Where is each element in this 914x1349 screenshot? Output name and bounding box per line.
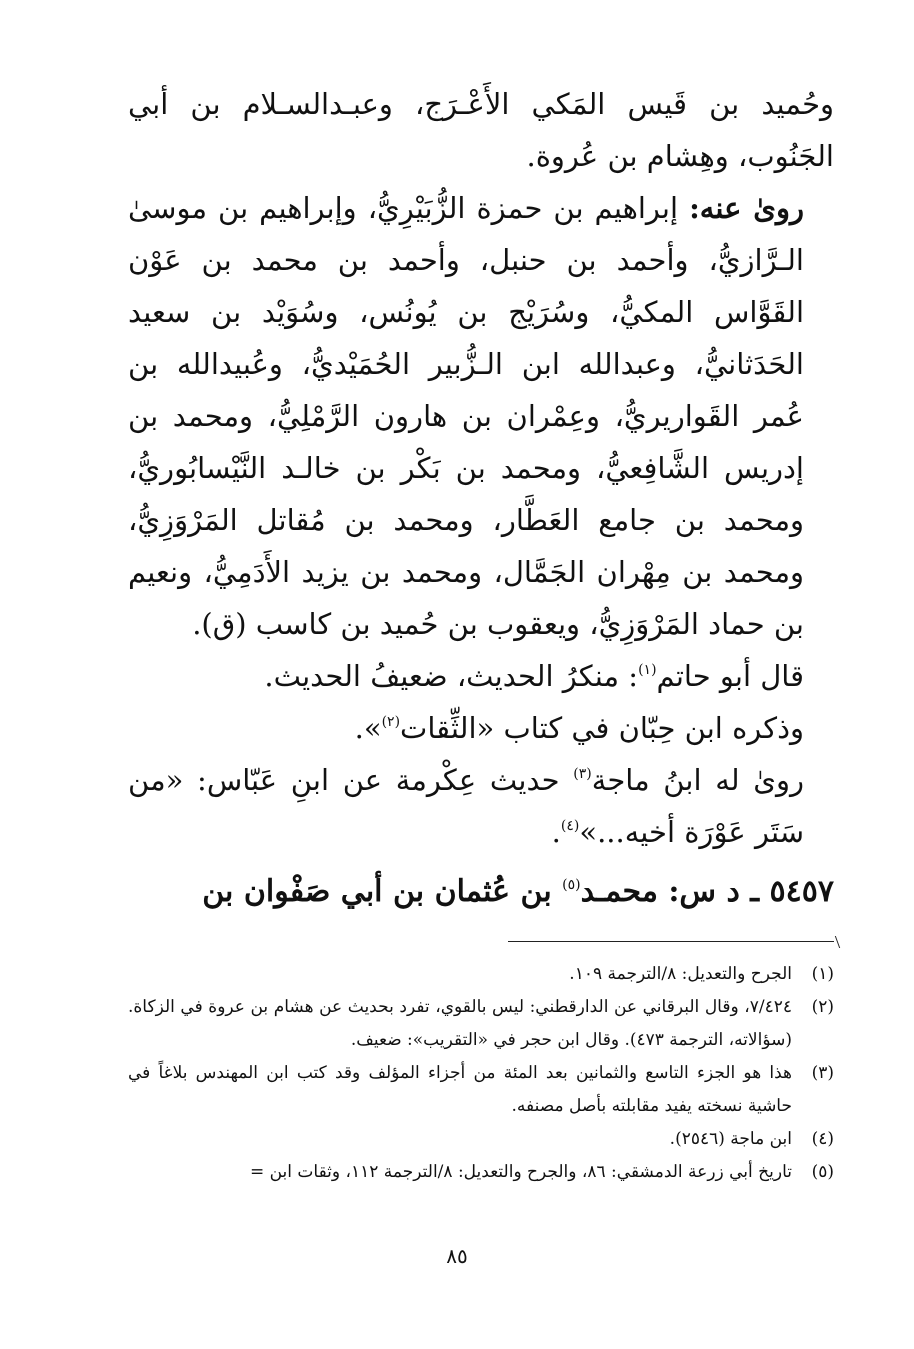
footnote-5 [128, 1156, 834, 1189]
footnote-number: (١) [811, 964, 834, 984]
main-text [128, 78, 834, 858]
footnote-2 [128, 991, 834, 1057]
next-entry-heading [128, 865, 834, 919]
footnote-text: الجرح والتعديل: ٨/الترجمة ١٠٩. [569, 964, 792, 984]
paragraph-teachers: وحُميد بن قَيس المَكي الأَعْـرَج، وعبـدالسـلام بن أبي الجَنُوب، وهِشام بن عُروة. [128, 87, 834, 173]
footnote-number: (٣) [811, 1063, 834, 1083]
entry-number: ٥٤٥٧ ـ د س: [668, 874, 834, 909]
entry-lineage: بن عُثمان بن أبي صَفْوان بن [202, 874, 563, 909]
abu-hatim-verdict: : منكرُ الحديث، ضعيفُ الحديث. [264, 659, 639, 693]
ibn-hibban-text: وذكره ابن حِبّان في كتاب «الثِّقات [400, 711, 804, 745]
footnote-text: هذا هو الجزء التاسع والثمانين بعد المئة من أجزاء المؤلف وقد كتب ابن المهندس بلاغاً في حاشية نسخته يفيد مقابلته بأصل مصنفه. [128, 1063, 792, 1116]
footnote-text: تاريخ أبي زرعة الدمشقي: ٨٦، والجرح والتعديل: ٨/الترجمة ١١٢، وثقات ابن = [249, 1162, 792, 1182]
footnote-ref-2: (٢) [381, 714, 401, 730]
footnote-separator [508, 941, 834, 942]
page-number: ٨٥ [446, 1244, 468, 1268]
entry-name: محمـد [580, 874, 669, 909]
footnote-number: (٢) [811, 997, 834, 1017]
footnote-4 [128, 1123, 834, 1156]
footnote-3 [128, 1057, 834, 1123]
separator-mark [827, 936, 840, 948]
footnote-1 [128, 958, 834, 991]
hadith-end: . [551, 815, 561, 849]
paragraph-ibn-hibban [128, 702, 834, 754]
students-list: إبراهيم بن حمزة الزُّبَيْرِيُّ، وإبراهيم بن موسىٰ الـرَّازيُّ، وأحمد بن حنبل، وأحمد بن محمد بن عَوْن القَوَّاس المكيُّ، وسُرَيْج بن يُونُس، وسُوَيْد بن سعيد الحَدَثانيُّ، وعبدالله ابن الـزُّبير الحُمَيْديُّ، وعُبيدالله بن عُمر القَواريريُّ، وعِمْران بن هارون الرَّمْلِيُّ، ومحمد بن إدريس الشَّافِعيُّ، ومحمد بن بَكْر بن خالـد النَّيْسابُوريُّ، ومحمد بن جامع العَطَّار، ومحمد بن مُقاتل المَرْوَزِيُّ، ومحمد بن مِهْران الجَمَّال، ومحمد بن يزيد الأَدَمِيُّ، ونعيم بن حماد المَرْوَزِيُّ، ويعقوب بن حُميد بن كاسب (ق). [128, 191, 804, 641]
footnote-ref-4: (٤) [560, 818, 580, 834]
narrated-from-label: روىٰ عنه: [689, 191, 804, 225]
abu-hatim-text: قال أبو حاتم [656, 659, 804, 693]
ibn-majah-text: روىٰ له ابنُ ماجة [591, 763, 805, 797]
footnote-ref-3: (٣) [573, 766, 592, 782]
footnotes [128, 958, 834, 1189]
paragraph-abu-hatim [128, 650, 834, 702]
footnote-number: (٥) [811, 1162, 834, 1182]
paragraph-students [128, 182, 834, 650]
footnote-number: (٤) [811, 1129, 834, 1149]
footnote-text: ٧/٤٢٤، وقال البرقاني عن الدارقطني: ليس بالقوي، تفرد بحديث عن هشام بن عروة في الزكاة. (سؤالاته، الترجمة ٤٧٣). وقال ابن حجر في «التقريب»: ضعيف. [128, 997, 792, 1050]
footnote-ref-1: (١) [638, 662, 657, 678]
ibn-hibban-end: ». [354, 711, 382, 745]
paragraph-ibn-majah [128, 754, 834, 858]
footnote-ref-5: (٥) [562, 877, 581, 893]
footnote-text: ابن ماجة (٢٥٤٦). [669, 1129, 792, 1149]
hadith-text: حديث عِكْرمة عن ابنِ عَبّاس: «من سَتَر عَوْرَة أخيه...» [128, 763, 804, 849]
